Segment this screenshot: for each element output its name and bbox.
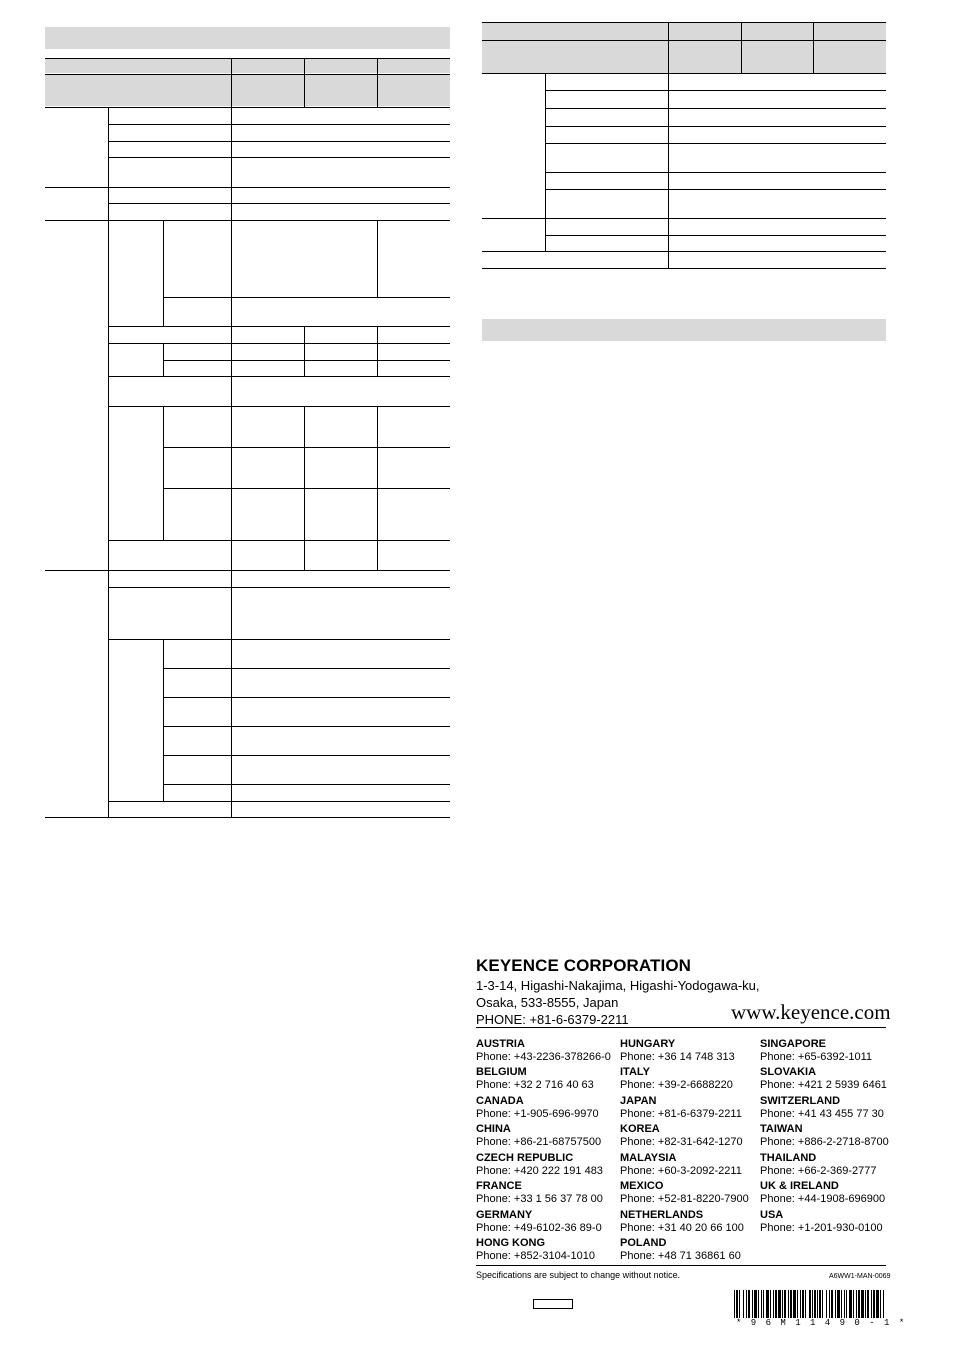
country-name: SLOVAKIA	[760, 1066, 817, 1078]
country-name: KOREA	[620, 1123, 660, 1135]
country-phone: Phone: +33 1 56 37 78 00	[476, 1193, 603, 1205]
document-code: A6WW1-MAN-0069	[829, 1273, 891, 1280]
country-phone: Phone: +852-3104-1010	[476, 1250, 595, 1262]
right-section-header-bar	[482, 319, 886, 341]
directory-divider	[476, 1265, 886, 1266]
company-name: KEYENCE CORPORATION	[476, 956, 692, 975]
country-name: CANADA	[476, 1095, 524, 1107]
country-phone: Phone: +39-2-6688220	[620, 1079, 733, 1091]
country-phone: Phone: +420 222 191 483	[476, 1165, 603, 1177]
country-name: THAILAND	[760, 1152, 817, 1164]
country-phone: Phone: +52-81-8220-7900	[620, 1193, 749, 1205]
company-address-line2: Osaka, 533-8555, Japan	[476, 995, 619, 1010]
country-name: JAPAN	[620, 1095, 657, 1107]
country-name: MEXICO	[620, 1180, 664, 1192]
country-name: CHINA	[476, 1123, 511, 1135]
country-name: ITALY	[620, 1066, 650, 1078]
country-name: HUNGARY	[620, 1038, 676, 1050]
country-phone: Phone: +886-2-2718-8700	[760, 1136, 889, 1148]
country-phone: Phone: +421 2 5939 6461	[760, 1079, 887, 1091]
country-name: GERMANY	[476, 1209, 533, 1221]
country-phone: Phone: +1-201-930-0100	[760, 1222, 883, 1234]
country-phone: Phone: +86-21-68757500	[476, 1136, 602, 1148]
barcode-text: * 9 6 M 1 1 4 9 0 - 1 *	[736, 1318, 907, 1328]
country-name: MALAYSIA	[620, 1152, 677, 1164]
company-divider	[476, 1027, 886, 1028]
country-phone: Phone: +49-6102-36 89-0	[476, 1222, 602, 1234]
country-name: UK & IRELAND	[760, 1180, 839, 1192]
company-website[interactable]: www.keyence.com	[731, 1000, 891, 1024]
barcode	[734, 1290, 886, 1318]
country-phone: Phone: +48 71 36861 60	[620, 1250, 741, 1262]
country-phone: Phone: +32 2 716 40 63	[476, 1079, 594, 1091]
country-phone: Phone: +31 40 20 66 100	[620, 1222, 744, 1234]
country-name: SINGAPORE	[760, 1038, 827, 1050]
country-name: AUSTRIA	[476, 1038, 525, 1050]
company-phone: PHONE: +81-6-6379-2211	[476, 1012, 629, 1027]
country-name: HONG KONG	[476, 1237, 546, 1249]
country-phone: Phone: +1-905-696-9970	[476, 1108, 599, 1120]
country-phone: Phone: +43-2236-378266-0	[476, 1051, 611, 1063]
country-phone: Phone: +41 43 455 77 30	[760, 1108, 884, 1120]
country-phone: Phone: +36 14 748 313	[620, 1051, 735, 1063]
country-phone: Phone: +82-31-642-1270	[620, 1136, 743, 1148]
country-name: USA	[760, 1209, 784, 1221]
blank-box	[533, 1299, 573, 1309]
country-phone: Phone: +44-1908-696900	[760, 1193, 886, 1205]
country-phone: Phone: +60-3-2092-2211	[620, 1165, 742, 1177]
country-name: CZECH REPUBLIC	[476, 1152, 574, 1164]
country-name: SWITZERLAND	[760, 1095, 841, 1107]
country-phone: Phone: +66-2-369-2777	[760, 1165, 877, 1177]
country-name: POLAND	[620, 1237, 667, 1249]
country-name: FRANCE	[476, 1180, 522, 1192]
country-name: NETHERLANDS	[620, 1209, 704, 1221]
country-name: BELGIUM	[476, 1066, 527, 1078]
country-phone: Phone: +65-6392-1011	[760, 1051, 873, 1063]
country-phone: Phone: +81-6-6379-2211	[620, 1108, 742, 1120]
company-address-line1: 1-3-14, Higashi-Nakajima, Higashi-Yodogawa-ku,	[476, 978, 760, 993]
spec-notice: Specifications are subject to change without notice.	[476, 1270, 681, 1280]
country-name: TAIWAN	[760, 1123, 803, 1135]
left-section-header-bar	[45, 27, 450, 49]
